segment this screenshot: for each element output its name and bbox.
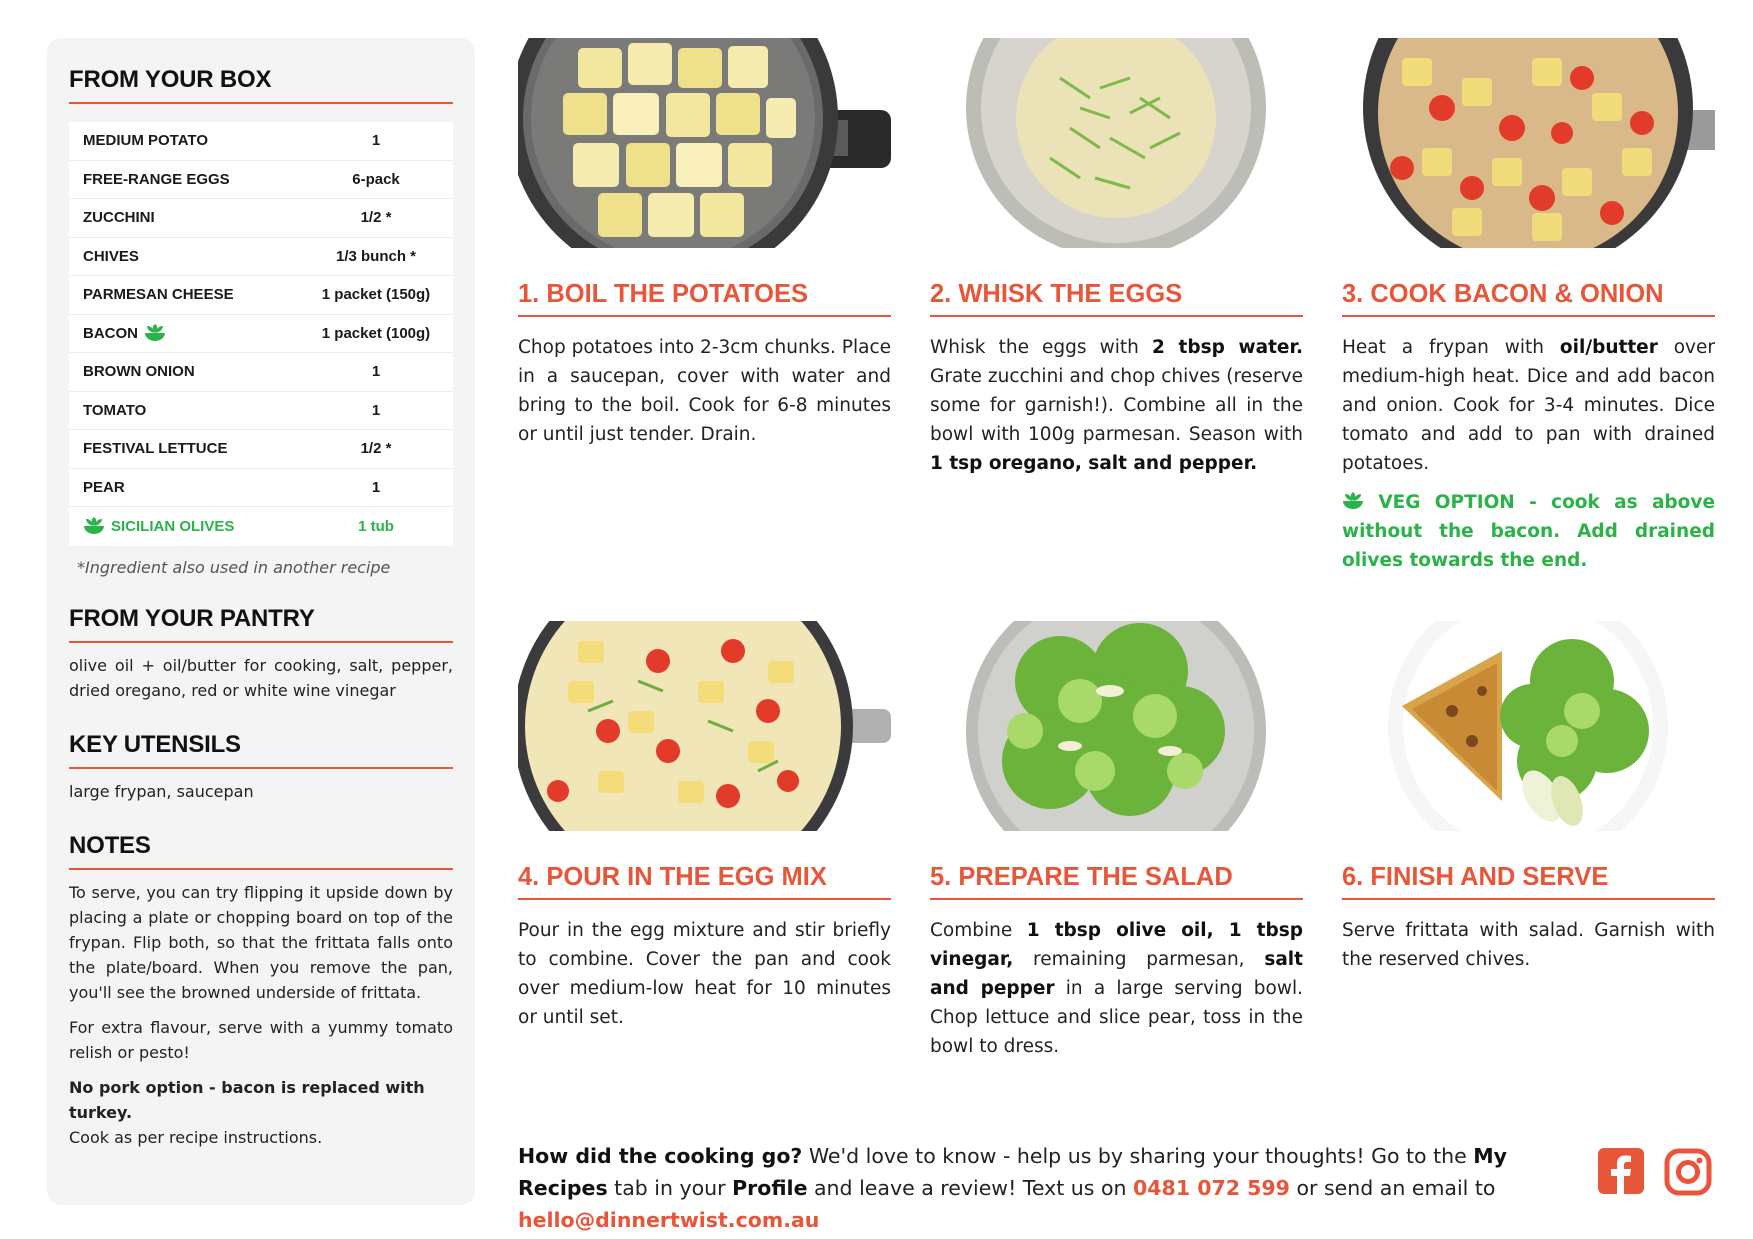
- step-4-text: Pour in the egg mixture and stir briefly to combine. Cover the pan and cook over medium-low heat for 10 minutes or until set.: [518, 920, 891, 1028]
- step-1: [518, 38, 891, 449]
- no-pork-option: No pork option - bacon is replaced with turkey.: [69, 1077, 425, 1122]
- pantry-title: FROM YOUR PANTRY: [69, 605, 453, 643]
- profile-link[interactable]: Profile: [732, 1176, 808, 1200]
- step-3-text-part: Heat a frypan with: [1342, 337, 1560, 358]
- no-pork-rest: Cook as per recipe instructions.: [69, 1127, 323, 1147]
- salad-bowl-image: [930, 621, 1303, 831]
- step-3-photo: [1342, 38, 1715, 248]
- utensils-section: [69, 731, 453, 804]
- ingredient-name-cell: [69, 517, 299, 535]
- step-5: [930, 621, 1303, 1061]
- step-3-text-part: over medium-high heat. Dice and add bacon and onion. Cook for 3-4 minutes. Dice tomato and add to pan with drained potatoes.: [1342, 337, 1715, 474]
- pantry-text: olive oil + oil/butter for cooking, salt, pepper, dried oregano, red or white wine vinegar: [69, 655, 453, 700]
- step-2-text-part: Whisk the eggs with: [930, 337, 1152, 358]
- ingredient-name: FESTIVAL LETTUCE: [83, 440, 228, 458]
- step-1-photo: [518, 38, 891, 248]
- ingredient-name: ZUCCHINI: [83, 209, 155, 227]
- step-2: [930, 38, 1303, 478]
- step-1-title: 1. BOIL THE POTATOES: [518, 280, 891, 317]
- step-5-photo: [930, 621, 1303, 831]
- ingredient-name: BROWN ONION: [83, 363, 195, 381]
- step-3-title: 3. COOK BACON & ONION: [1342, 280, 1715, 317]
- table-row: [69, 430, 453, 469]
- ingredient-qty: 1: [371, 401, 381, 419]
- facebook-icon[interactable]: [1598, 1148, 1644, 1194]
- table-row: [69, 199, 453, 238]
- feedback-footer: [518, 1140, 1578, 1236]
- step-5-title: 5. PREPARE THE SALAD: [930, 863, 1303, 900]
- ingredient-qty: 1 tub: [358, 517, 394, 535]
- instagram-icon[interactable]: [1664, 1148, 1712, 1196]
- bacon-onion-pan-image: [1342, 38, 1715, 248]
- egg-bowl-image: [930, 38, 1303, 248]
- my-recipes-link[interactable]: My Recipes: [518, 1144, 1508, 1200]
- footer-text: We'd love to know - help us by sharing your thoughts! Go to the: [802, 1144, 1474, 1168]
- ingredient-qty: 1/2 *: [360, 209, 392, 227]
- step-1-text: Chop potatoes into 2-3cm chunks. Place in a saucepan, cover with water and bring to the boil. Cook for 6-8 minutes or until just tender. Drain.: [518, 337, 891, 445]
- step-4: [518, 621, 891, 1032]
- step-5-text-part: Combine: [930, 920, 1027, 941]
- veg-leaf-icon: [144, 324, 166, 342]
- ingredient-name: FREE-RANGE EGGS: [83, 170, 230, 188]
- ingredient-footnote: *Ingredient also used in another recipe: [77, 557, 391, 577]
- ingredient-qty: 1/2 *: [360, 440, 392, 458]
- phone-link[interactable]: 0481 072 599: [1133, 1176, 1290, 1200]
- step-4-title: 4. POUR IN THE EGG MIX: [518, 863, 891, 900]
- table-row: [69, 238, 453, 277]
- step-6-title: 6. FINISH AND SERVE: [1342, 863, 1715, 900]
- table-row: [69, 122, 453, 161]
- table-row: [69, 353, 453, 392]
- table-row: [69, 161, 453, 200]
- step-5-bold-part: 1 tbsp olive oil, 1 tbsp vinegar,: [930, 920, 1303, 970]
- sidebar: [47, 38, 475, 1205]
- pantry-section: [69, 605, 453, 703]
- frittata-plate-image: [1342, 621, 1715, 831]
- veg-option-text: VEG OPTION - cook as above without the bacon. Add drained olives towards the end.: [1342, 492, 1715, 571]
- notes-paragraph: To serve, you can try flipping it upside down by placing a plate or chopping board on top of the frypan. Flip both, so that the frittata falls onto the plate/board. When you remove the pan, you'll see the browned underside of frittata.: [69, 882, 453, 1002]
- veg-leaf-icon: [1342, 492, 1364, 510]
- ingredient-qty: 1/3 bunch *: [335, 247, 417, 265]
- table-row: [69, 469, 453, 508]
- step-4-photo: [518, 621, 891, 831]
- table-row: [69, 507, 453, 546]
- table-row: [69, 392, 453, 431]
- ingredient-qty: 1: [371, 363, 381, 381]
- veg-option-note: [1342, 488, 1715, 575]
- ingredient-name: MEDIUM POTATO: [83, 132, 208, 150]
- from-your-box-title: FROM YOUR BOX: [69, 66, 453, 104]
- table-row: [69, 276, 453, 315]
- ingredients-table: [69, 122, 453, 546]
- table-row: [69, 315, 453, 354]
- step-2-text-part: Grate zucchini and chop chives (reserve some for garnish!). Combine all in the bowl with 100g parmesan. Season with: [930, 366, 1303, 445]
- notes-section: [69, 832, 453, 1150]
- step-6: [1342, 621, 1715, 974]
- utensils-title: KEY UTENSILS: [69, 731, 453, 769]
- ingredient-name: BACON: [83, 324, 138, 342]
- ingredient-name: PARMESAN CHEESE: [83, 286, 234, 304]
- step-5-text-part: remaining parmesan,: [1013, 949, 1265, 970]
- utensils-text: large frypan, saucepan: [69, 781, 254, 801]
- step-5-text: [930, 916, 1303, 1061]
- step-5-text-part: in a large serving bowl. Chop lettuce and slice pear, toss in the bowl to dress.: [930, 978, 1303, 1057]
- veg-leaf-icon: [83, 517, 105, 535]
- ingredient-name: CHIVES: [83, 247, 139, 265]
- footer-bold: How did the cooking go?: [518, 1144, 803, 1168]
- step-2-title: 2. WHISK THE EGGS: [930, 280, 1303, 317]
- step-5-bold-part: salt and pepper: [930, 949, 1303, 999]
- ingredient-name: TOMATO: [83, 401, 147, 419]
- footer-text: and leave a review! Text us on: [807, 1176, 1134, 1200]
- email-link[interactable]: hello@dinnertwist.com.au: [518, 1208, 820, 1232]
- notes-paragraph: For extra flavour, serve with a yummy tomato relish or pesto!: [69, 1017, 453, 1062]
- step-2-photo: [930, 38, 1303, 248]
- step-3: [1342, 38, 1715, 575]
- ingredient-name: SICILIAN OLIVES: [111, 517, 235, 535]
- ingredient-qty: 1 packet (150g): [321, 286, 431, 304]
- step-6-text: Serve frittata with salad. Garnish with the reserved chives.: [1342, 920, 1715, 970]
- potatoes-saucepan-image: [518, 38, 891, 248]
- notes-title: NOTES: [69, 832, 453, 870]
- step-3-text: [1342, 333, 1715, 478]
- step-2-text: [930, 333, 1303, 478]
- ingredient-qty: 6-pack: [352, 170, 400, 188]
- ingredient-name: PEAR: [83, 478, 125, 496]
- step-2-bold-part: 1 tsp oregano, salt and pepper.: [930, 453, 1258, 474]
- ingredient-qty: 1: [371, 132, 381, 150]
- notes-paragraph: [69, 1075, 453, 1150]
- footer-text: or send an email to: [1289, 1176, 1496, 1200]
- ingredient-name-cell: [69, 324, 299, 342]
- footer-text: tab in your: [607, 1176, 733, 1200]
- step-3-bold-part: oil/butter: [1559, 337, 1658, 358]
- ingredient-qty: 1 packet (100g): [321, 324, 431, 342]
- step-2-bold-part: 2 tbsp water.: [1152, 337, 1303, 358]
- egg-mix-pan-image: [518, 621, 891, 831]
- step-6-photo: [1342, 621, 1715, 831]
- ingredient-qty: 1: [371, 478, 381, 496]
